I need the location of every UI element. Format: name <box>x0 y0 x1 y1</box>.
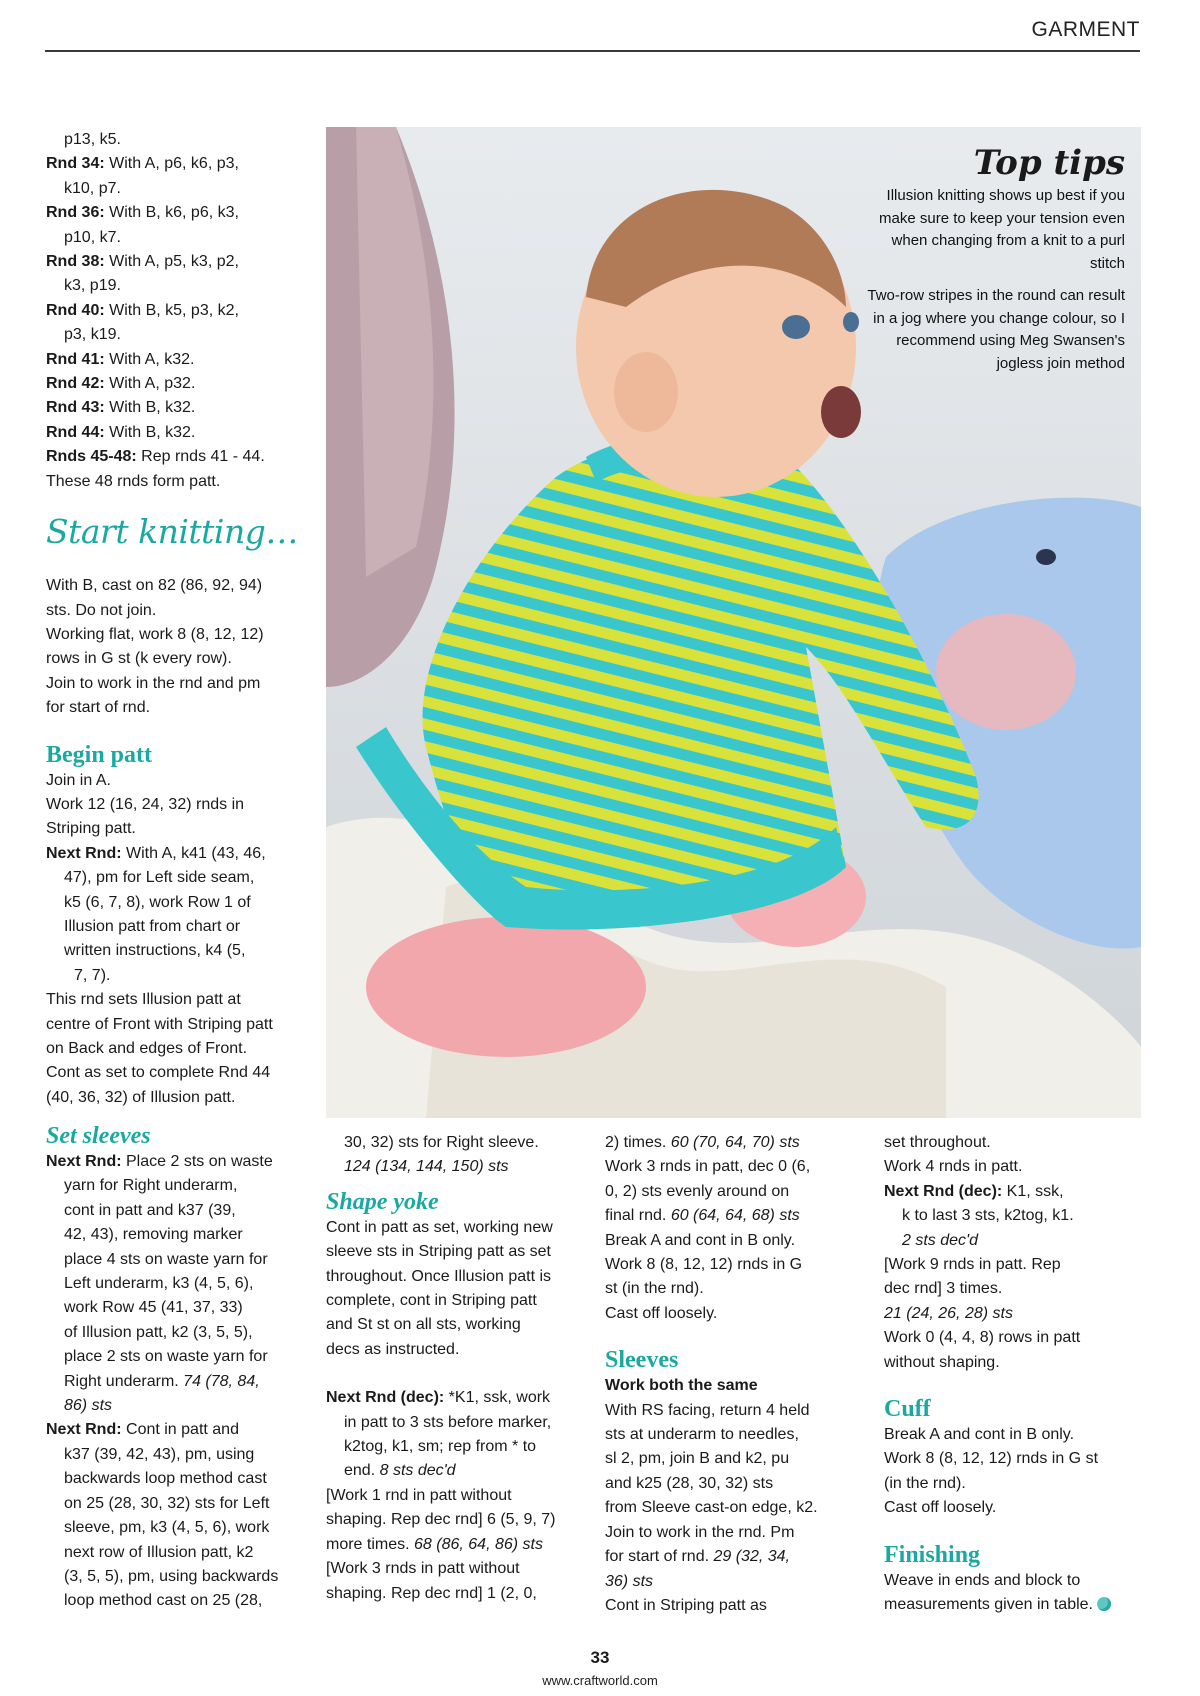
pattern-line: Work 0 (4, 4, 8) rows in patt <box>884 1329 1081 1347</box>
pattern-line: Next Rnd: With A, k41 (43, 46, <box>46 844 266 862</box>
pattern-line: sts at underarm to needles, <box>605 1426 799 1444</box>
pattern-line: 2) times. 60 (70, 64, 70) sts <box>605 1134 800 1151</box>
pattern-line: Next Rnd: Place 2 sts on waste <box>46 1153 273 1170</box>
yarn-ball-icon <box>1097 1597 1111 1611</box>
pattern-line: set throughout. <box>884 1134 991 1151</box>
start-knitting-heading: Start knitting… <box>46 512 298 552</box>
pattern-line: Break A and cont in B only. <box>605 1231 796 1249</box>
page-number: 33 <box>590 1648 610 1667</box>
pattern-line: Cast off loosely. <box>884 1499 997 1517</box>
pattern-line: place 2 sts on waste yarn for <box>64 1348 268 1366</box>
pattern-line: loop method cast on 25 (28, <box>64 1592 263 1610</box>
pattern-line: written instructions, k4 (5, <box>64 942 246 960</box>
pattern-line: work Row 45 (41, 37, 33) <box>64 1299 243 1317</box>
pattern-line: k to last 3 sts, k2tog, k1. <box>902 1207 1074 1225</box>
pattern-line: Weave in ends and block to <box>884 1571 1081 1589</box>
pattern-line: sleeve sts in Striping patt as set <box>326 1243 551 1261</box>
pattern-line: (40, 36, 32) of Illusion patt. <box>46 1088 236 1106</box>
pattern-line: cont in patt and k37 (39, <box>64 1201 236 1219</box>
pattern-line: next row of Illusion patt, k2 <box>64 1543 254 1561</box>
pattern-line: With B, cast on 82 (86, 92, 94) <box>46 577 263 595</box>
pattern-line: [Work 3 rnds in patt without <box>326 1560 520 1578</box>
pattern-line: 47), pm for Left side seam, <box>64 869 255 887</box>
pattern-line: complete, cont in Striping patt <box>326 1292 537 1310</box>
pattern-line: Cont in patt as set, working new <box>326 1218 553 1236</box>
pattern-line: 42, 43), removing marker <box>64 1226 243 1244</box>
pattern-line: Rnd 41: With A, k32. <box>46 350 195 368</box>
pattern-line: st (in the rnd). <box>605 1280 704 1298</box>
pattern-line: 7, 7). <box>74 966 111 984</box>
pattern-line: shaping. Rep dec rnd] 6 (5, 9, 7) <box>326 1511 556 1529</box>
pattern-line: Illusion patt from chart or <box>64 917 241 935</box>
pattern-line: 0, 2) sts evenly around on <box>605 1182 790 1200</box>
column-1-lower <box>46 1122 308 1614</box>
pattern-line: more times. 68 (86, 64, 86) sts <box>326 1535 543 1553</box>
pattern-line: (3, 5, 5), pm, using backwards <box>64 1567 279 1585</box>
pattern-line: 86) sts <box>64 1397 113 1415</box>
pattern-line: 124 (134, 144, 150) sts <box>344 1158 509 1176</box>
begin-patt-heading: Begin patt <box>46 741 153 768</box>
pattern-line: k37 (39, 42, 43), pm, using <box>64 1445 255 1463</box>
pattern-line: With RS facing, return 4 held <box>605 1401 810 1419</box>
pattern-line: yarn for Right underarm, <box>64 1177 238 1195</box>
pattern-line: backwards loop method cast <box>64 1470 267 1488</box>
pattern-line: Work 12 (16, 24, 32) rnds in <box>46 795 245 813</box>
pattern-line: [Work 9 rnds in patt. Rep <box>884 1256 1061 1274</box>
pattern-line: p10, k7. <box>64 228 121 246</box>
pattern-line: for start of rnd. <box>46 699 151 717</box>
pattern-line: for start of rnd. 29 (32, 34, <box>605 1548 790 1566</box>
pattern-line: k2tog, k1, sm; rep from * to <box>344 1438 537 1456</box>
pattern-line: end. 8 sts dec'd <box>344 1462 456 1480</box>
pattern-line: dec rnd] 3 times. <box>884 1280 1003 1298</box>
pattern-line: Left underarm, k3 (4, 5, 6), <box>64 1275 254 1293</box>
pattern-line: Work 8 (8, 12, 12) rnds in G <box>605 1256 803 1274</box>
pattern-line: Rnd 36: With B, k6, p6, k3, <box>46 204 239 222</box>
pattern-line: sts. Do not join. <box>46 601 157 619</box>
header-divider <box>45 50 1140 52</box>
pattern-line: Rnd 42: With A, p32. <box>46 375 196 393</box>
pattern-line: Next Rnd (dec): K1, ssk, <box>884 1182 1064 1200</box>
pattern-line: from Sleeve cast-on edge, k2. <box>605 1499 818 1517</box>
set-sleeves-heading: Set sleeves <box>46 1123 151 1149</box>
section-title: GARMENT <box>1031 18 1140 41</box>
pattern-line: Next Rnd (dec): *K1, ssk, work <box>326 1389 551 1407</box>
pattern-line: Striping patt. <box>46 820 136 838</box>
pattern-line: place 4 sts on waste yarn for <box>64 1250 268 1268</box>
pattern-line: (in the rnd). <box>884 1474 966 1492</box>
column-3 <box>605 1131 867 1618</box>
pattern-line: and St st on all sts, working <box>326 1316 521 1334</box>
pattern-line: 2 sts dec'd <box>902 1231 978 1249</box>
pattern-line: decs as instructed. <box>326 1340 460 1358</box>
pattern-line: Work 8 (8, 12, 12) rnds in G st <box>884 1450 1099 1468</box>
website-url: www.craftworld.com <box>542 1673 658 1688</box>
finishing-heading: Finishing <box>884 1541 981 1568</box>
pattern-line: Working flat, work 8 (8, 12, 12) <box>46 625 264 643</box>
pattern-line: This rnd sets Illusion patt at <box>46 991 241 1009</box>
pattern-line: on 25 (28, 30, 32) sts for Left <box>64 1494 270 1512</box>
pattern-line: p3, k19. <box>64 326 121 344</box>
column-1 <box>46 128 308 1110</box>
pattern-line: and k25 (28, 30, 32) sts <box>605 1474 774 1492</box>
pattern-line: measurements given in table. <box>884 1593 1146 1617</box>
pattern-line: sleeve, pm, k3 (4, 5, 6), work <box>64 1519 270 1537</box>
pattern-line: p13, k5. <box>64 131 121 148</box>
pattern-line: rows in G st (k every row). <box>46 650 232 668</box>
pattern-line: Rnd 44: With B, k32. <box>46 423 196 441</box>
pattern-line: Break A and cont in B only. <box>884 1426 1075 1444</box>
pattern-line: Rnd 34: With A, p6, k6, p3, <box>46 155 239 173</box>
pattern-line: Work 3 rnds in patt, dec 0 (6, <box>605 1158 811 1176</box>
pattern-line: on Back and edges of Front. <box>46 1040 248 1057</box>
sleeves-heading: Sleeves <box>605 1347 679 1374</box>
baby-sweater-photo <box>326 127 1141 1118</box>
column-2 <box>326 1131 588 1606</box>
pattern-line: These 48 rnds form patt. <box>46 472 221 490</box>
column-4 <box>884 1131 1146 1618</box>
pattern-line: Work 4 rnds in patt. <box>884 1158 1023 1176</box>
pattern-line: of Illusion patt, k2 (3, 5, 5), <box>64 1323 253 1341</box>
pattern-line: Rnd 40: With B, k5, p3, k2, <box>46 301 239 319</box>
pattern-line: [Work 1 rnd in patt without <box>326 1486 512 1504</box>
sleeves-subheading: Work both the same <box>605 1377 758 1395</box>
top-tips-box <box>865 141 1125 385</box>
pattern-line: 21 (24, 26, 28) sts <box>884 1304 1013 1322</box>
pattern-line: shaping. Rep dec rnd] 1 (2, 0, <box>326 1584 537 1602</box>
pattern-line: Join to work in the rnd. Pm <box>605 1523 795 1541</box>
pattern-line: Rnd 38: With A, p5, k3, p2, <box>46 253 239 271</box>
pattern-line: k10, p7. <box>64 179 121 197</box>
pattern-line: Next Rnd: Cont in patt and <box>46 1421 239 1439</box>
pattern-line: throughout. Once Illusion patt is <box>326 1267 552 1285</box>
pattern-line: k5 (6, 7, 8), work Row 1 of <box>64 893 251 911</box>
top-tips-title: Top tips <box>973 143 1125 183</box>
tip-text: Illusion knitting shows up best if you make sure to keep your tension even when changing from a knit to a purl stitch <box>879 187 1125 272</box>
pattern-line: centre of Front with Striping patt <box>46 1015 273 1033</box>
pattern-line: Cont as set to complete Rnd 44 <box>46 1064 271 1082</box>
pattern-line: 36) sts <box>605 1572 654 1590</box>
tip-text: Two-row stripes in the round can result in a jog where you change colour, so I recommend using Meg Swansen's jogless join method <box>867 287 1125 372</box>
pattern-line: final rnd. 60 (64, 64, 68) sts <box>605 1207 800 1225</box>
pattern-line: Cast off loosely. <box>605 1304 718 1322</box>
pattern-line: Cont in Striping patt as <box>605 1596 767 1614</box>
shape-yoke-heading: Shape yoke <box>326 1188 439 1215</box>
pattern-line: in patt to 3 sts before marker, <box>344 1413 552 1431</box>
pattern-line: Join in A. <box>46 771 111 789</box>
cuff-heading: Cuff <box>884 1396 931 1423</box>
pattern-line: without shaping. <box>884 1353 1000 1371</box>
pattern-line: Rnds 45-48: Rep rnds 41 - 44. <box>46 448 265 466</box>
pattern-line: sl 2, pm, join B and k2, pu <box>605 1450 790 1468</box>
pattern-line: Right underarm. 74 (78, 84, <box>64 1372 260 1390</box>
pattern-line: k3, p19. <box>64 277 121 295</box>
pattern-line: 30, 32) sts for Right sleeve. <box>344 1134 539 1151</box>
pattern-line: Join to work in the rnd and pm <box>46 674 261 692</box>
pattern-line: Rnd 43: With B, k32. <box>46 399 196 417</box>
